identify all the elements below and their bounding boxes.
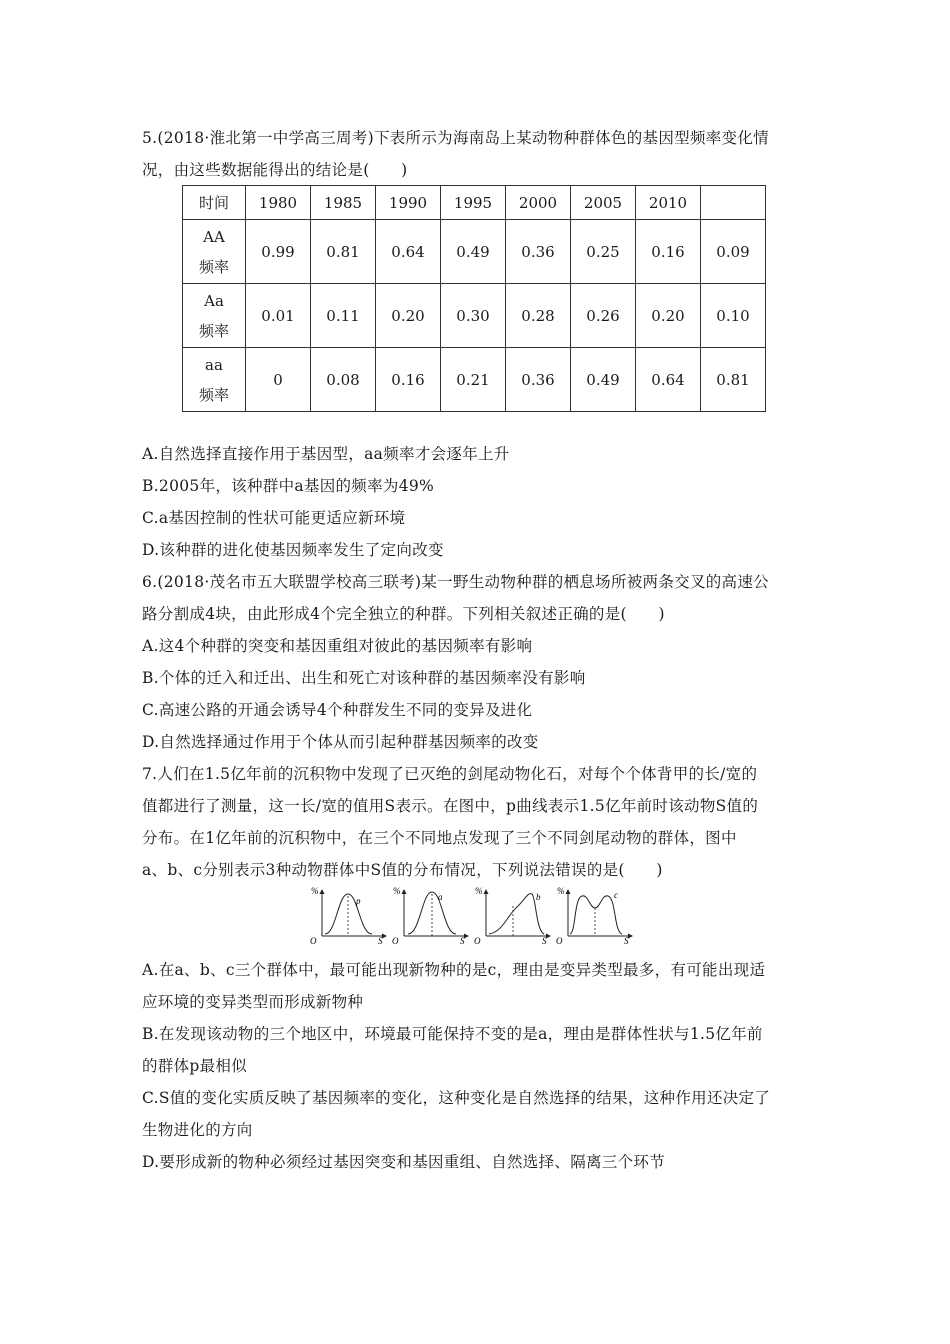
table-header-cell: 1990 bbox=[376, 186, 441, 220]
y-axis-label: % bbox=[475, 886, 483, 896]
curve-label-b: b bbox=[536, 892, 541, 902]
table-header-cell: 2005 bbox=[571, 186, 636, 220]
graph-p bbox=[310, 886, 386, 944]
table-cell: 0.16 bbox=[636, 220, 701, 284]
table-cell: 0.10 bbox=[701, 284, 766, 348]
genotype-frequency-table bbox=[182, 185, 766, 412]
q7-stem-line4: a、b、c分别表示3种动物群体中S值的分布情况，下列说法错误的是( ) bbox=[142, 861, 663, 879]
y-axis-label: % bbox=[393, 886, 401, 896]
q5-stem-line2: 况，由这些数据能得出的结论是( ) bbox=[142, 161, 408, 179]
q5-stem-line1: 5.(2018·淮北第一中学高三周考)下表所示为海南岛上某动物种群体色的基因型频率变化情 bbox=[142, 129, 769, 147]
table-cell: 0.49 bbox=[441, 220, 506, 284]
y-axis-label: % bbox=[311, 886, 319, 896]
table-header-cell bbox=[701, 186, 766, 220]
table-cell: 0.28 bbox=[506, 284, 571, 348]
table-cell: 0.01 bbox=[246, 284, 311, 348]
q7-option-b-line1: B.在发现该动物的三个地区中，环境最可能保持不变的是a，理由是群体性状与1.5亿年前 bbox=[142, 1025, 763, 1043]
q7-option-c-line1: C.S值的变化实质反映了基因频率的变化，这种变化是自然选择的结果，这种作用还决定了 bbox=[142, 1089, 771, 1107]
q5-option-c: C.a基因控制的性状可能更适应新环境 bbox=[142, 509, 406, 527]
q7-stem-line2: 值都进行了测量，这一长/宽的值用S表示。在图中，p曲线表示1.5亿年前时该动物S值的 bbox=[142, 797, 759, 815]
table-cell: 0.20 bbox=[376, 284, 441, 348]
q5-option-b: B.2005年，该种群中a基因的频率为49% bbox=[142, 477, 435, 495]
table-cell: 0.81 bbox=[701, 348, 766, 412]
curve-label-p: p bbox=[356, 896, 361, 906]
q6-option-d: D.自然选择通过作用于个体从而引起种群基因频率的改变 bbox=[142, 733, 539, 751]
q6-option-a: A.这4个种群的突变和基因重组对彼此的基因频率有影响 bbox=[142, 637, 533, 655]
q6-option-b: B.个体的迁入和迁出、出生和死亡对该种群的基因频率没有影响 bbox=[142, 669, 586, 687]
table-row-aa bbox=[183, 348, 766, 412]
table-row-AA bbox=[183, 220, 766, 284]
table-header-cell: 1980 bbox=[246, 186, 311, 220]
table-cell: 0.30 bbox=[441, 284, 506, 348]
q7-option-a-line1: A.在a、b、c三个群体中，最可能出现新物种的是c，理由是变异类型最多，有可能出现适 bbox=[142, 961, 766, 979]
table-header-cell: 1995 bbox=[441, 186, 506, 220]
q5-option-d: D.该种群的进化使基因频率发生了定向改变 bbox=[142, 541, 444, 559]
table-cell: 0.20 bbox=[636, 284, 701, 348]
row-label: Aa 频率 bbox=[183, 284, 246, 348]
table-header-cell: 1985 bbox=[311, 186, 376, 220]
table-cell: 0.16 bbox=[376, 348, 441, 412]
q7-option-d: D.要形成新的物种必须经过基因突变和基因重组、自然选择、隔离三个环节 bbox=[142, 1153, 666, 1171]
table-cell: 0.36 bbox=[506, 348, 571, 412]
table-cell: 0.99 bbox=[246, 220, 311, 284]
table-row-Aa bbox=[183, 284, 766, 348]
row-label: AA 频率 bbox=[183, 220, 246, 284]
q7-option-c-line2: 生物进化的方向 bbox=[142, 1121, 253, 1139]
q7-stem-line3: 分布。在1亿年前的沉积物中，在三个不同地点发现了三个不同剑尾动物的群体，图中 bbox=[142, 829, 737, 847]
graph-c bbox=[556, 886, 632, 944]
y-axis-label: % bbox=[557, 886, 565, 896]
table-header-cell: 2000 bbox=[506, 186, 571, 220]
q7-stem-line1: 7.人们在1.5亿年前的沉积物中发现了已灭绝的剑尾动物化石，对每个个体背甲的长/宽的 bbox=[142, 765, 758, 783]
table-cell: 0.21 bbox=[441, 348, 506, 412]
row-label: aa 频率 bbox=[183, 348, 246, 412]
x-axis-label: S bbox=[460, 936, 465, 944]
graph-b bbox=[474, 886, 550, 944]
s-value-distribution-figure bbox=[308, 884, 642, 944]
origin-label: O bbox=[392, 936, 399, 944]
table-cell: 0.09 bbox=[701, 220, 766, 284]
x-axis-label: S bbox=[624, 936, 629, 944]
curve-label-a: a bbox=[438, 892, 443, 902]
table-cell: 0.08 bbox=[311, 348, 376, 412]
q6-stem-line2: 路分割成4块，由此形成4个完全独立的种群。下列相关叙述正确的是( ) bbox=[142, 605, 665, 623]
table-cell: 0.26 bbox=[571, 284, 636, 348]
origin-label: O bbox=[310, 936, 317, 944]
table-cell: 0.25 bbox=[571, 220, 636, 284]
table-cell: 0.11 bbox=[311, 284, 376, 348]
table-header-cell: 2010 bbox=[636, 186, 701, 220]
table-cell: 0.64 bbox=[636, 348, 701, 412]
table-header-row bbox=[183, 186, 766, 220]
q6-option-c: C.高速公路的开通会诱导4个种群发生不同的变异及进化 bbox=[142, 701, 533, 719]
table-cell: 0 bbox=[246, 348, 311, 412]
q7-option-b-line2: 的群体p最相似 bbox=[142, 1057, 248, 1075]
x-axis-label: S bbox=[542, 936, 547, 944]
table-cell: 0.36 bbox=[506, 220, 571, 284]
q7-option-a-line2: 应环境的变异类型而形成新物种 bbox=[142, 993, 364, 1011]
table-cell: 0.81 bbox=[311, 220, 376, 284]
q6-stem-line1: 6.(2018·茂名市五大联盟学校高三联考)某一野生动物种群的栖息场所被两条交叉的高速公 bbox=[142, 573, 769, 591]
table-cell: 0.49 bbox=[571, 348, 636, 412]
x-axis-label: S bbox=[378, 936, 383, 944]
origin-label: O bbox=[474, 936, 481, 944]
graph-a bbox=[392, 886, 468, 944]
origin-label: O bbox=[556, 936, 563, 944]
table-header-cell: 时间 bbox=[183, 186, 246, 220]
curve-label-c: c bbox=[614, 890, 618, 900]
q5-option-a: A.自然选择直接作用于基因型，aa频率才会逐年上升 bbox=[142, 445, 510, 463]
table-cell: 0.64 bbox=[376, 220, 441, 284]
